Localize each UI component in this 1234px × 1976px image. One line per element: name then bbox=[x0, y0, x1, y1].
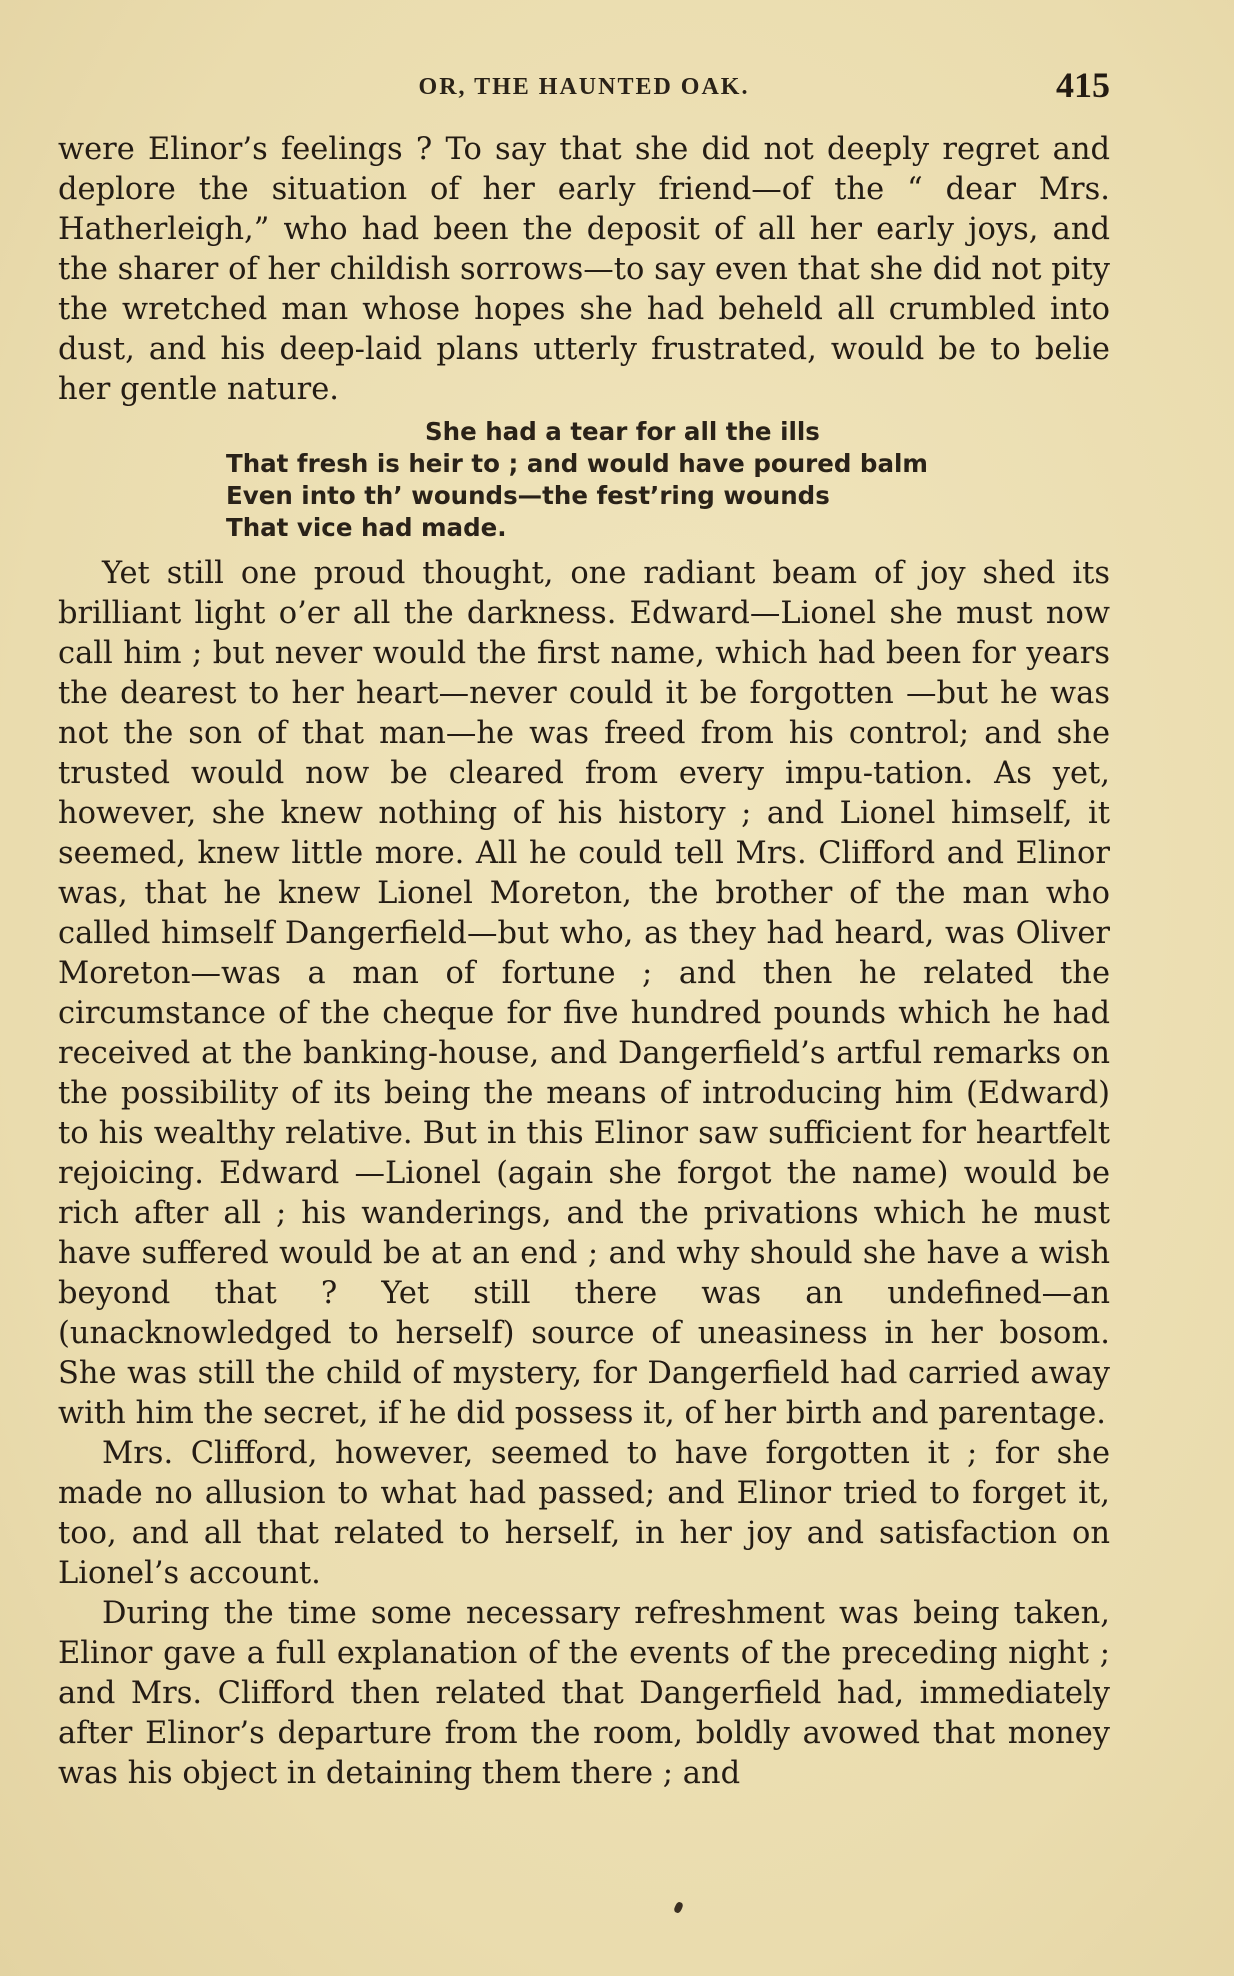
paragraph-continued: were Elinor’s feelings ? To say that she did not deeply regret and deplore the situation of her early friend—of the “ dear Mrs. Hatherleigh,” who had been the deposit of all her early joys, and the sharer of her childish sorrows—to say even that she did not pity the wretched man whose hopes she had beheld all crumbled into dust, and his deep-laid plans utterly frustrated, would be to belie her gentle nature. bbox=[58, 132, 1110, 407]
body-text bbox=[58, 130, 1110, 1794]
verse-quotation bbox=[58, 416, 1110, 544]
verse-line: That vice had made. bbox=[226, 513, 507, 542]
paragraph: During the time some necessary refreshment was being taken, Elinor gave a full explanation of the events of the preceding night ; and Mrs. Clifford then related that Dangerfield had, immediately after Elinor’s departure from the room, boldly avowed that money was his object in detaining them there ; and bbox=[58, 1596, 1110, 1791]
page-header bbox=[58, 60, 1110, 110]
verse-line: Even into th’ wounds—the fest’ring wounds bbox=[226, 481, 830, 510]
running-head: OR, THE HAUNTED OAK. bbox=[418, 74, 750, 100]
page-number: 415 bbox=[1056, 65, 1110, 105]
paragraph: Mrs. Clifford, however, seemed to have forgotten it ; for she made no allusion to what had passed; and Elinor tried to forget it, too, and all that related to herself, in her joy and satisfaction on Lionel’s account. bbox=[58, 1436, 1110, 1591]
verse-line: That fresh is heir to ; and would have poured balm bbox=[226, 449, 928, 478]
paragraph: Yet still one proud thought, one radiant beam of joy shed its brilliant light o’er all the darkness. Edward—Lionel she must now call him ; but never would the first name, which had been for years the dearest to her heart—never could it be forgotten —but he was not the son of that man—he was freed from his control; and she trusted would now be cleared from every impu-tation. As yet, however, she knew nothing of his history ; and Lionel himself, it seemed, knew little more. All he could tell Mrs. Clifford and Elinor was, that he knew Lionel Moreton, the brother of the man who called himself Dangerfield—but who, as they had heard, was Oliver Moreton—was a man of fortune ; and then he related the circumstance of the cheque for five hundred pounds which he had received at the banking-house, and Dangerfield’s artful remarks on the possibility of its being the means of introducing him (Edward) to his wealthy relative. But in this Elinor saw sufficient for heartfelt rejoicing. Edward —Lionel (again she forgot the name) would be rich after all ; his wanderings, and the privations which he must have suffered would be at an end ; and why should she have a wish beyond that ? Yet still there was an undefined—an (unacknowledged to herself) source of uneasiness in her bosom. She was still the child of mystery, for Dangerfield had carried away with him the secret, if he did possess it, of her birth and parentage. bbox=[58, 556, 1110, 1431]
verse-line: She had a tear for all the ills bbox=[425, 417, 820, 446]
ink-speck bbox=[673, 1901, 684, 1914]
